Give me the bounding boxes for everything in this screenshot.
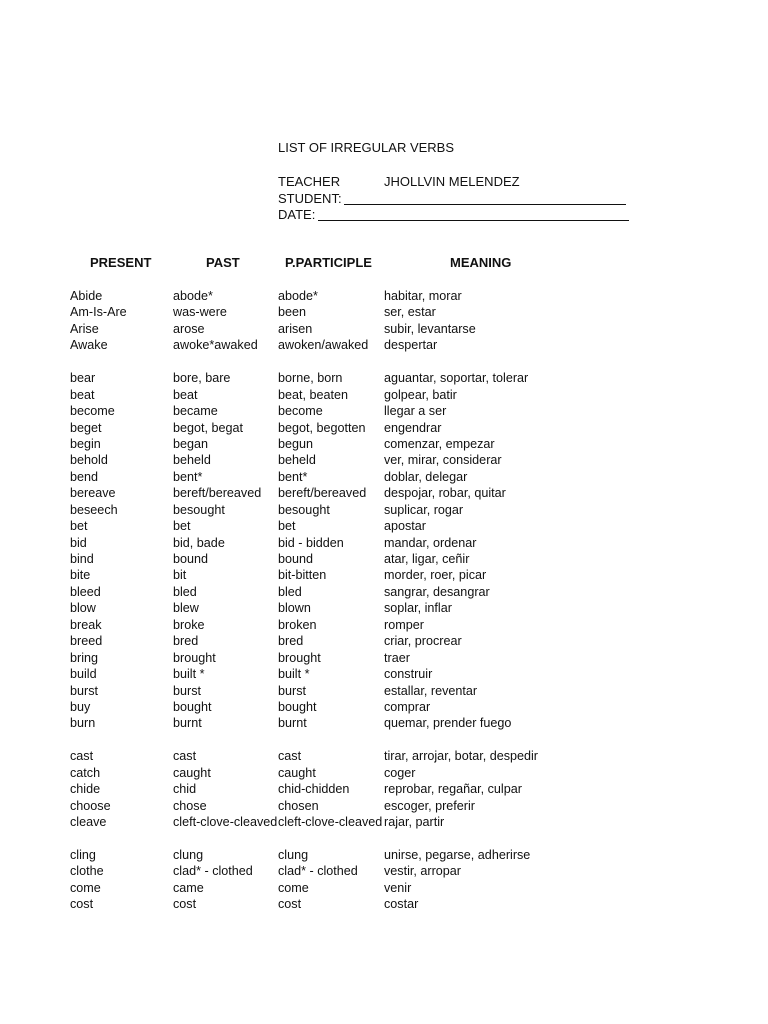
group-spacer [0,830,768,846]
verb-row [0,337,768,353]
verb-participle: beat, beaten [278,387,349,402]
verb-meaning: despertar [384,338,438,353]
verb-present: bear [70,371,96,386]
verb-meaning: tirar, arrojar, botar, despedir [384,749,539,764]
verb-past: burst [173,683,201,698]
verb-row [0,518,768,534]
verb-row [0,304,768,320]
verb-meaning: mandar, ordenar [384,535,477,550]
verb-past: bound [173,552,209,566]
verb-present: become [70,404,115,419]
column-header-participle: P.PARTICIPLE [285,255,372,270]
verb-present: beget [70,420,102,435]
verb-meaning: subir, levantarse [384,321,476,336]
verb-list [0,288,768,913]
verb-participle: built * [278,667,310,682]
verb-participle: besought [278,502,330,517]
verb-present: behold [70,453,108,468]
verb-past: caught [173,765,211,780]
verb-participle: burnt [278,716,307,731]
verb-row [0,765,768,781]
verb-past: built * [173,667,205,682]
verb-row [0,600,768,616]
verb-row [0,781,768,797]
verb-past: clung [173,847,204,862]
verb-row [0,715,768,731]
verb-participle: blown [278,601,311,616]
verb-participle: bent* [278,469,308,484]
verb-past: chose [173,798,207,813]
verb-row [0,650,768,666]
verb-past: began [173,436,209,451]
verb-present: chide [70,782,101,797]
verb-row [0,847,768,863]
verb-past: bought [173,699,212,714]
verb-row [0,633,768,649]
verb-present: cling [70,847,96,862]
verb-participle: begun [278,436,314,451]
verb-meaning: costar [384,897,419,912]
verb-past: arose [173,321,205,336]
date-blank-line [318,220,629,221]
verb-participle: bred [278,634,304,649]
verb-past: bereft/bereaved [173,486,262,501]
verb-present: beseech [70,502,118,517]
teacher-row [278,173,520,190]
verb-participle: bought [278,699,317,714]
verb-participle: bound [278,552,314,566]
verb-meaning: reprobar, regañar, culpar [384,782,522,797]
verb-meaning: unirse, pegarse, adherirse [384,847,531,862]
verb-row [0,683,768,699]
verb-present: bleed [70,584,101,599]
verb-present: build [70,667,97,682]
verb-row [0,863,768,879]
verb-row [0,288,768,304]
verb-row [0,551,768,567]
verb-past: chid [173,782,197,797]
verb-participle: chid-chidden [278,782,350,797]
verb-meaning: despojar, robar, quitar [384,486,506,501]
verb-meaning: construir [384,667,433,682]
column-header-present: PRESENT [90,255,152,270]
verb-present: bite [70,568,91,583]
verb-present: Abide [70,289,103,303]
verb-participle: clad* - clothed [278,864,358,879]
verb-participle: burst [278,683,306,698]
verb-meaning: sangrar, desangrar [384,584,490,599]
verb-past: bent* [173,469,203,484]
group-spacer [0,732,768,748]
verb-past: cost [173,897,197,912]
date-row [278,206,315,223]
verb-row [0,403,768,419]
verb-participle: cleft-clove-cleaved [278,815,383,829]
verb-present: buy [70,699,91,714]
verb-past: came [173,880,204,895]
verb-past: bled [173,584,197,599]
verb-present: catch [70,765,101,780]
verb-past: broke [173,617,205,632]
verb-participle: cost [278,897,302,912]
verb-row [0,748,768,764]
verb-meaning: comenzar, empezar [384,436,495,451]
verb-present: break [70,617,102,632]
verb-meaning: ser, estar [384,305,436,320]
verb-meaning: llegar a ser [384,404,447,419]
teacher-name: JHOLLVIN MELENDEZ [384,174,520,189]
verb-participle: cast [278,749,302,764]
verb-past: burnt [173,716,202,731]
verb-meaning: coger [384,765,416,780]
verb-participle: brought [278,650,321,665]
verb-participle: bet [278,519,296,534]
verb-present: beat [70,387,95,402]
verb-row [0,896,768,912]
verb-present: Awake [70,338,108,353]
verb-past: abode* [173,289,213,303]
verb-row [0,617,768,633]
verb-row [0,814,768,830]
verb-present: come [70,880,101,895]
verb-meaning: comprar [384,699,431,714]
verb-participle: clung [278,847,309,862]
verb-participle: arisen [278,321,313,336]
verb-present: bid [70,535,87,550]
verb-meaning: habitar, morar [384,289,462,303]
verb-present: bring [70,650,99,665]
verb-participle: bereft/bereaved [278,486,367,501]
verb-past: was-were [173,305,227,320]
verb-participle: bled [278,584,302,599]
student-label: STUDENT: [278,191,342,206]
verb-row [0,798,768,814]
verb-present: clothe [70,864,104,879]
document-title: LIST OF IRREGULAR VERBS [278,140,455,155]
group-spacer [0,354,768,370]
verb-past: cleft-clove-cleaved [173,815,278,829]
verb-meaning: escoger, preferir [384,798,475,813]
verb-meaning: romper [384,617,424,632]
verb-meaning: atar, ligar, ceñir [384,552,470,566]
verb-meaning: aguantar, soportar, tolerar [384,371,529,386]
verb-present: bereave [70,486,116,501]
verb-meaning: engendrar [384,420,442,435]
verb-meaning: golpear, batir [384,387,457,402]
verb-meaning: apostar [384,519,427,534]
verb-present: begin [70,436,101,451]
verb-past: bet [173,519,191,534]
verb-meaning: venir [384,880,412,895]
verb-participle: chosen [278,798,319,813]
verb-meaning: quemar, prender fuego [384,716,512,731]
verb-row [0,452,768,468]
verb-row [0,535,768,551]
verb-present: cost [70,897,94,912]
verb-row [0,502,768,518]
verb-participle: bit-bitten [278,568,327,583]
verb-present: burst [70,683,98,698]
verb-participle: caught [278,765,316,780]
verb-present: breed [70,634,103,649]
verb-past: bit [173,568,187,583]
verb-meaning: ver, mirar, considerar [384,453,502,468]
verb-meaning: estallar, reventar [384,683,478,698]
verb-past: beheld [173,453,211,468]
verb-past: besought [173,502,225,517]
date-label: DATE: [278,207,316,222]
verb-participle: beheld [278,453,316,468]
verb-participle: broken [278,617,317,632]
teacher-label: TEACHER [278,174,341,189]
verb-participle: become [278,404,323,419]
verb-present: Arise [70,321,99,336]
verb-past: cast [173,749,197,764]
verb-participle: begot, begotten [278,420,366,435]
verb-present: cast [70,749,94,764]
verb-present: burn [70,716,96,731]
verb-present: bet [70,519,88,534]
verb-present: Am-Is-Are [70,305,127,320]
verb-row [0,567,768,583]
verb-past: brought [173,650,216,665]
verb-past: beat [173,387,198,402]
verb-past: clad* - clothed [173,864,253,879]
verb-row [0,485,768,501]
student-row [278,190,342,207]
verb-row [0,321,768,337]
verb-present: blow [70,601,96,616]
verb-row [0,880,768,896]
verb-meaning: suplicar, rogar [384,502,464,517]
verb-meaning: traer [384,650,410,665]
verb-past: bid, bade [173,535,225,550]
verb-present: bend [70,469,99,484]
column-header-meaning: MEANING [450,255,512,270]
verb-past: became [173,404,218,419]
verb-row [0,420,768,436]
verb-row [0,370,768,386]
student-blank-line [344,204,626,205]
verb-participle: awoken/awaked [278,338,369,353]
verb-meaning: soplar, inflar [384,601,452,616]
verb-present: choose [70,798,111,813]
verb-past: begot, begat [173,420,244,435]
verb-past: blew [173,601,199,616]
verb-row [0,699,768,715]
verb-participle: abode* [278,289,318,303]
verb-participle: borne, born [278,371,343,386]
column-header-past: PAST [206,255,240,270]
verb-past: awoke*awaked [173,338,258,353]
verb-row [0,666,768,682]
verb-past: bore, bare [173,371,231,386]
verb-meaning: criar, procrear [384,634,462,649]
verb-participle: been [278,305,307,320]
verb-row [0,436,768,452]
verb-row [0,584,768,600]
verb-past: bred [173,634,199,649]
verb-row [0,387,768,403]
verb-participle: come [278,880,309,895]
verb-present: cleave [70,815,107,829]
verb-meaning: doblar, delegar [384,469,468,484]
verb-meaning: vestir, arropar [384,864,461,879]
verb-meaning: rajar, partir [384,815,445,829]
verb-meaning: morder, roer, picar [384,568,487,583]
verb-present: bind [70,552,94,566]
verb-participle: bid - bidden [278,535,344,550]
verb-row [0,469,768,485]
